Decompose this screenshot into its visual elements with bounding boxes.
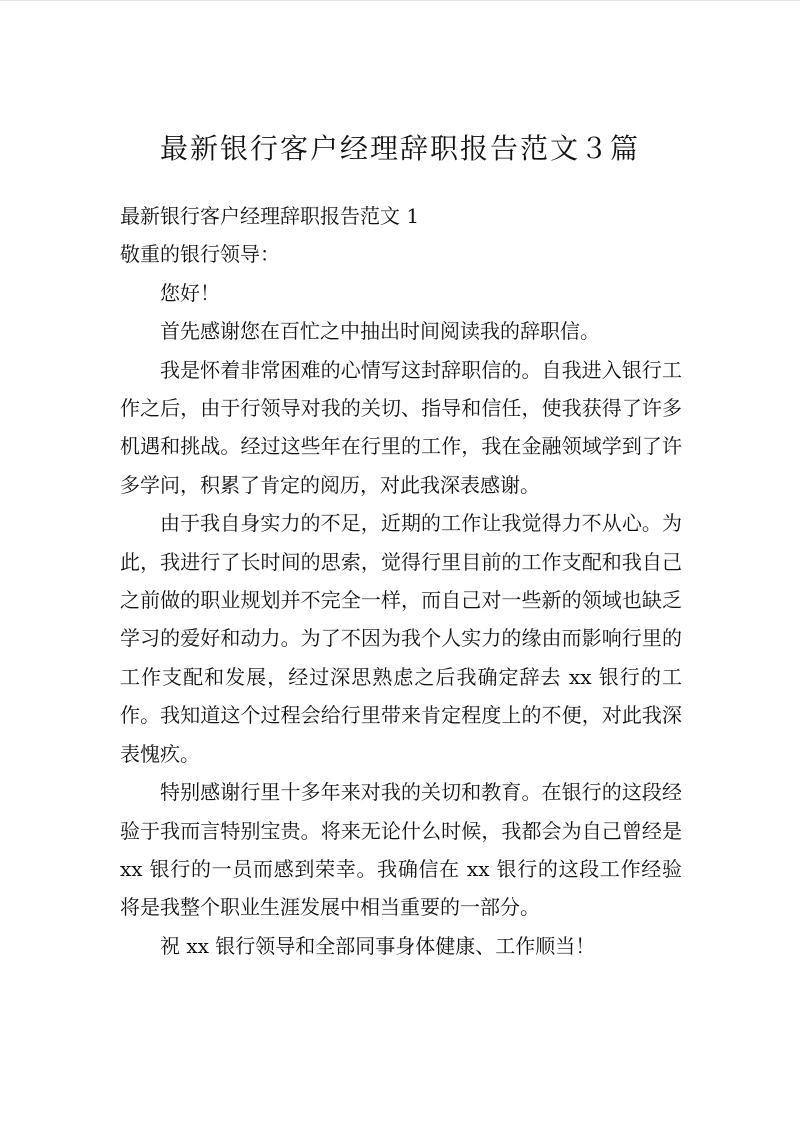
paragraph-gratitude: 我是怀着非常困难的心情写这封辞职信的。自我进入银行工作之后，由于行领导对我的关切、指导和信任，使我获得了许多机遇和挑战。经过这些年在行里的工作，我在金融领域学到了许多学问，积累了肯定的阅历，对此我深表感谢。 [120,357,682,497]
salutation: 敬重的银行领导： [120,242,280,267]
greeting: 您好！ [160,280,220,305]
paragraph-thanks: 特别感谢行里十多年来对我的关切和教育。在银行的这段经验于我而言特别宝贵。将来无论什么时候，我都会为自己曾经是 xx 银行的一员而感到荣幸。我确信在 xx 银行的这段工作经验将是我整个职业生涯发展中相当重要的一部分。 [120,780,682,920]
paragraph-reason: 由于我自身实力的不足，近期的工作让我觉得力不从心。为此，我进行了长时间的思索，觉得行里目前的工作支配和我自己之前做的职业规划并不完全一样，而自己对一些新的领域也缺乏学习的爱好和动力。为了不因为我个人实力的缘由而影响行里的工作支配和发展，经过深思熟虑之后我确定辞去 xx 银行的工作。我知道这个过程会给行里带来肯定程度上的不便，对此我深表愧疚。 [120,511,682,766]
document-title: 最新银行客户经理辞职报告范文３篇 [159,132,640,165]
document-body [120,197,682,965]
paragraph-wishes: 祝 xx 银行领导和全部同事身体健康、工作顺当！ [160,933,596,958]
paragraph-intro: 首先感谢您在百忙之中抽出时间阅读我的辞职信。 [160,319,600,344]
section-heading: 最新银行客户经理辞职报告范文 1 [120,204,420,228]
